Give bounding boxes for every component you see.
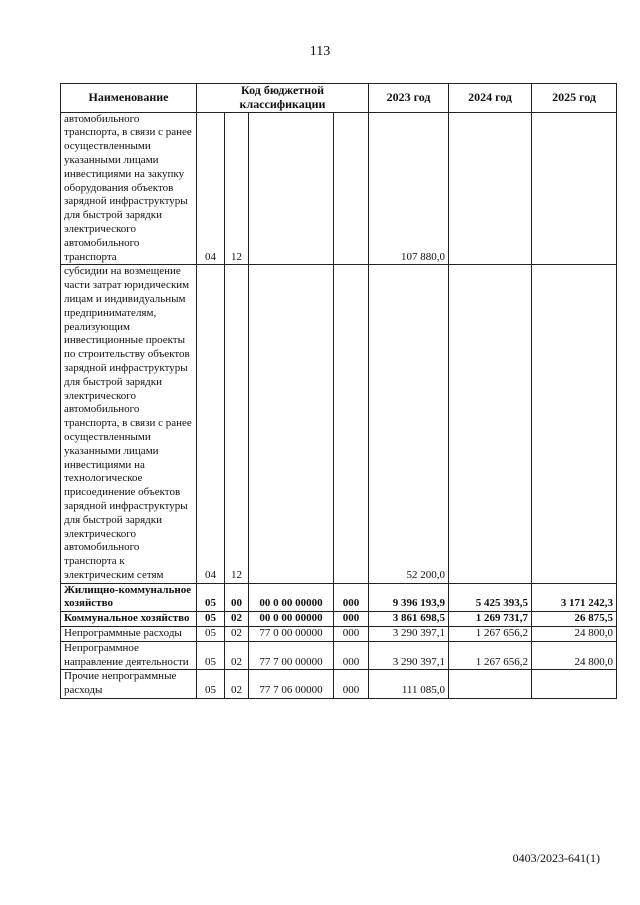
budget-table [60, 83, 617, 699]
row-value-2023: 107 880,0 [369, 112, 449, 265]
row-expense-type-code: 000 [334, 583, 369, 612]
header-2023: 2023 год [369, 84, 449, 113]
row-section-code: 05 [197, 583, 225, 612]
row-target-article-code: 77 7 00 00000 [249, 641, 334, 670]
row-name: Жилищно-коммунальное хозяйство [61, 583, 197, 612]
row-name: автомобильного транспорта, в связи с ранее осуществленными указанными лицами инвестициями на закупку оборудования объектов зарядной инфраструктуры для быстрой зарядки электрического автомобильного транспорта [61, 112, 197, 265]
table-row [61, 627, 617, 642]
row-value-2024: 1 267 656,2 [449, 627, 532, 642]
row-name: Прочие непрограммные расходы [61, 670, 197, 699]
row-name: Непрограммные расходы [61, 627, 197, 642]
row-section-code: 04 [197, 265, 225, 583]
document-code: 0403/2023-641(1) [512, 851, 600, 865]
row-value-2023: 111 085,0 [369, 670, 449, 699]
row-value-2024: 5 425 393,5 [449, 583, 532, 612]
row-section-code: 04 [197, 112, 225, 265]
row-expense-type-code: 000 [334, 612, 369, 627]
row-value-2023: 3 290 397,1 [369, 641, 449, 670]
header-code: Код бюджетной классификации [197, 84, 369, 113]
row-value-2024 [449, 670, 532, 699]
row-expense-type-code: 000 [334, 641, 369, 670]
table-row [61, 265, 617, 583]
row-name: Непрограммное направление деятельности [61, 641, 197, 670]
row-value-2024: 1 269 731,7 [449, 612, 532, 627]
row-subsection-code: 02 [225, 670, 249, 699]
row-value-2025: 3 171 242,3 [532, 583, 617, 612]
table-row [61, 112, 617, 265]
row-value-2025: 24 800,0 [532, 627, 617, 642]
row-subsection-code: 02 [225, 641, 249, 670]
row-subsection-code: 00 [225, 583, 249, 612]
row-value-2025: 24 800,0 [532, 641, 617, 670]
row-subsection-code: 02 [225, 612, 249, 627]
table-row [61, 670, 617, 699]
row-value-2023: 9 396 193,9 [369, 583, 449, 612]
row-value-2025: 26 875,5 [532, 612, 617, 627]
row-target-article-code: 00 0 00 00000 [249, 583, 334, 612]
row-subsection-code: 12 [225, 265, 249, 583]
row-value-2024 [449, 265, 532, 583]
row-value-2025 [532, 670, 617, 699]
row-value-2024: 1 267 656,2 [449, 641, 532, 670]
row-target-article-code [249, 265, 334, 583]
row-name: субсидии на возмещение части затрат юридическим лицам и индивидуальным предпринимателям, реализующим инвестиционные проекты по строительству объектов зарядной инфраструктуры для быстрой зарядки электрического автомобильного транспорта, в связи с ранее осуществленными указанными лицами инвестициями на технологическое присоединение объектов зарядной инфраструктуры для быстрой зарядки электрического автомобильного транспорта к электрическим сетям [61, 265, 197, 583]
row-target-article-code [249, 112, 334, 265]
header-name: Наименование [61, 84, 197, 113]
row-value-2025 [532, 112, 617, 265]
row-subsection-code: 12 [225, 112, 249, 265]
row-subsection-code: 02 [225, 627, 249, 642]
row-value-2023: 3 861 698,5 [369, 612, 449, 627]
row-section-code: 05 [197, 670, 225, 699]
table-row [61, 612, 617, 627]
table-header [61, 84, 617, 113]
row-expense-type-code [334, 112, 369, 265]
row-expense-type-code [334, 265, 369, 583]
page-number: 113 [309, 44, 331, 59]
row-target-article-code: 77 7 06 00000 [249, 670, 334, 699]
row-value-2023: 3 290 397,1 [369, 627, 449, 642]
row-section-code: 05 [197, 612, 225, 627]
header-2025: 2025 год [532, 84, 617, 113]
header-2024: 2024 год [449, 84, 532, 113]
table-row [61, 583, 617, 612]
row-value-2023: 52 200,0 [369, 265, 449, 583]
row-section-code: 05 [197, 627, 225, 642]
row-name: Коммунальное хозяйство [61, 612, 197, 627]
row-expense-type-code: 000 [334, 627, 369, 642]
row-target-article-code: 77 0 00 00000 [249, 627, 334, 642]
row-value-2025 [532, 265, 617, 583]
row-target-article-code: 00 0 00 00000 [249, 612, 334, 627]
row-section-code: 05 [197, 641, 225, 670]
table-row [61, 641, 617, 670]
row-expense-type-code: 000 [334, 670, 369, 699]
row-value-2024 [449, 112, 532, 265]
